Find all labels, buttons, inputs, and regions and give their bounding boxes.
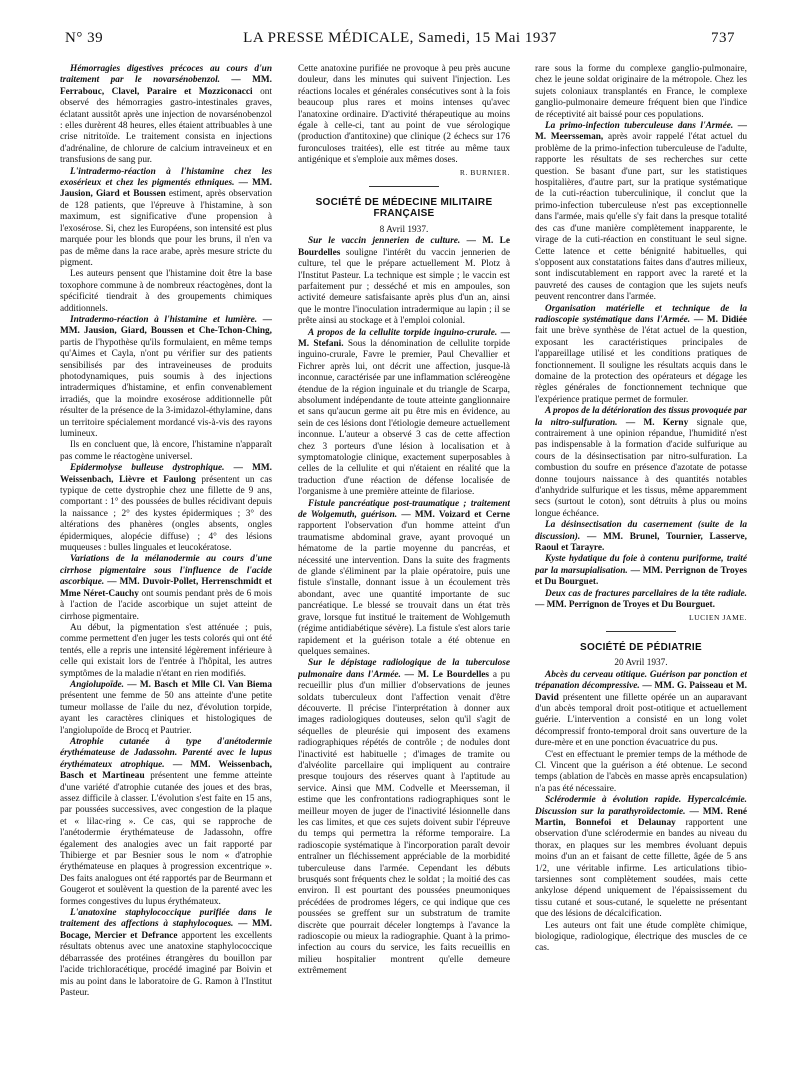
page-header: [65, 30, 735, 52]
article-body: présentent une femme atteinte d'une variété d'atrophie cutanée des joues et des bras, assez difficile à classer. L'évolution s'est faite en 15 ans, par poussées successives, avec congestion de la plaque et « lilac-ring ». Ce cas, qui se rapproche de l'anétodermie érythémateuse de Jadassohn, offre également des analogies avec un fait rapporté par Thibierge et par Besnier sous le nom « d'atrophie érythémateuse en plaques à progression excentrique ». Des faits analogues ont été rapportés par de Beurmann et Gougerot et soulèvent la question de la parenté avec les formes congestives du lupus érythémateux.: [60, 771, 272, 907]
article-body: apportent les excellents résultats obtenus avec une anatoxine staphylococcique débarrassée des protéines étrangères du bouillon par l'acide trichloracétique, procédé imaginé par Boivin et mis au point dans le laboratoire de G. Ramon à l'Institut Pasteur.: [60, 930, 272, 998]
article-paragraph: [535, 64, 747, 121]
section-divider: [369, 186, 439, 187]
article-authors: — MM. Bocage, Mercier et Defrance: [60, 919, 272, 941]
article-paragraph: [60, 269, 272, 315]
article-list: [298, 236, 510, 977]
article-title: Epidermolyse bulleuse dystrophique.: [70, 463, 225, 474]
article-paragraph: [535, 589, 747, 612]
article-authors: — MM. Ferrabouc, Clavel, Paraire et Mozziconacci: [60, 75, 272, 97]
article-title: Organisation matérielle et technique de la radioscopie systématique dans l'Armée.: [535, 303, 747, 325]
article-authors: — MM. Weissenbach, Basch et Martineau: [60, 759, 272, 782]
article-body: après avoir rappelé l'état actuel du problème de la primo-infection tuberculeuse de l'adulte, rapporte les résultats de ses recherches sur cette question. Se basant d'une part, sur les statistiques hospitalières, d'autre part, sur la pratique systématique de la cuti-réaction tuberculinique, il conclut que la primo-infection tuberculeuse n'est pas exceptionnelle dans l'armée, mais qu'elle s'y fait dans la presque totalité des cas d'une manière complètement inapparente, le virage de la cuti-réaction en constituant le seul signe. Cette latence et cette bénignité habituelles, qui s'opposent aux constatations faites dans d'autres milieux, sont indiscutablement en rapport avec la rareté et la pauvreté des causes de contagion que les sujets neufs peuvent rencontrer dans l'armée.: [535, 132, 747, 303]
article-title: Sclérodermie à évolution rapide. Hypercalcémie. Discussion sur la parathyroïdectomie.: [535, 795, 747, 817]
column-left: [60, 64, 272, 1072]
article-authors: — MM. Jausion, Giard, Boussen et Che-Tchon-Ching,: [60, 314, 272, 337]
journal-title: LA PRESSE MÉDICALE, Samedi, 15 Mai 1937: [243, 30, 557, 46]
article-authors: — MM. Voizard et Cerne: [401, 510, 510, 521]
article-paragraph: [60, 737, 272, 908]
article-body: Les auteurs ont fait une étude complète chimique, biologique, radiologique, électrique des muscles de ce cas.: [535, 920, 747, 954]
article-paragraph: [60, 167, 272, 270]
article-paragraph: [60, 680, 272, 737]
section-title: SOCIÉTÉ DE PÉDIATRIE: [580, 641, 702, 653]
article-authors: — M. Kerny: [625, 417, 689, 428]
author-signature: LUCIEN JAME.: [688, 612, 747, 622]
article-paragraph: [535, 554, 747, 588]
article-title: Angiolupoïde.: [70, 679, 124, 690]
article-body: ont observé des hémorragies gastro-intestinales graves, éclatant aussitôt après une injection de novarsénobenzol : elles durèrent 48 heures, elles étaient attribuables à une crise nitritoïde. Le traitement consista en injections d'adrénaline, de chlorure de calcium intraveineux et en transfusions de sang pur.: [60, 86, 272, 166]
article-body: ont soumis pendant près de 6 mois à l'action de l'acide ascorbique un sujet atteint de cirrhose pigmentaire.: [60, 588, 272, 622]
article-authors: — MM. Weissenbach, Lièvre et Faulong: [60, 463, 272, 485]
article-paragraph: [60, 554, 272, 622]
intro-paragraph: Cette anatoxine purifiée ne provoque à peu près aucune douleur, dans les minutes qui suivent l'injection. Les réactions locales et générales consécutives sont à la fois beaucoup plus rares et moins intenses qu'avec l'anatoxine ordinaire. D'activité thérapeutique au moins égale à celle-ci, tant au point de vue sérologique (production d'antitoxine) que clinique (2 échecs sur 176 furonculoses traitées), elle est titrée au même taux antigénique et s'emploie aux mêmes doses.: [298, 64, 510, 166]
session-date: 20 Avril 1937.: [614, 658, 668, 669]
article-paragraph: [535, 750, 747, 796]
article-paragraph: [535, 406, 747, 520]
article-authors: — M. Basch et Mlle Cl. Van Biema: [127, 679, 272, 690]
article-body: fait une brève synthèse de l'état actuel de la question, exposant les caractéristiques principales de l'appareillage utilisé et les conditions pratiques de fonctionnement. Il souligne les résultats acquis dans le domaine de la protection des opérateurs et dégage les règles générales de fonctionnement technique que l'expérience pratique permet de formuler.: [535, 326, 747, 405]
article-authors: — M. Meersseman,: [535, 121, 747, 143]
article-authors: — M. Stefani.: [298, 327, 510, 349]
article-paragraph: [535, 795, 747, 920]
article-title: Intradermo-réaction à l'histamine et lumière.: [70, 314, 258, 325]
article-body: a pu recueillir plus d'un millier d'observations de jeunes soldats tuberculeux dont l'affection venait d'être découverte. Il précise l'interprétation à donner aux images radiologiques douteuses, selon qu'il s'agit de séquelles de pleurésie qui imposent des examens radiographiques répétés de contrôle ; de nodules dont l'inactivité est habituelle ; d'images de tramite ou d'alvéolite parcellaire qui impliquent au contraire presque toujours des réserves quant à l'aptitude au service. Ainsi que MM. Codvelle et Meersseman, il estime que les confrontations radiographiques sont le meilleur moyen de juger de l'inactivité lésionnelle dans les cas limites, et que ces sujets doivent subir l'épreuve du temps qui permettra la réforme temporaire. La radioscopie systématique à l'incorporation paraît devoir entraîner un fléchissement appréciable de la morbidité tuberculeuse dans l'armée. Cependant les débuts brusqués sont fréquents chez le soldat ; la moitié des cas environ. Il est pourtant des poussées pneumoniques précédées de prodromes légers, ce qui indique que ces poussées se greffent sur un substratum de tramite discrète que pourrait déceler longtemps à l'avance la radioscopie ou mieux la radiographie. Quant à la primo-infection au cours du service, les faits recueillis en milieu hospitalier montrent qu'elle demeure extrêmement: [298, 669, 510, 977]
article-list: [535, 670, 747, 955]
article-paragraph: [535, 304, 747, 407]
article-title: Sur le dépistage radiologique de la tuberculose pulmonaire dans l'Armée.: [298, 658, 510, 680]
article-authors: — MM. G. Paisseau et M. David: [535, 681, 747, 703]
article-title: L'anatoxine staphylococcique purifiée dans le traitement des affections à staphylocoques.: [60, 908, 272, 930]
section-title: SOCIÉTÉ DE MÉDECINE MILITAIRE FRANÇAISE: [315, 197, 493, 220]
article-body: présentent une fillette opérée un an auparavant d'un abcès temporal droit post-otitique et actuellement guérie. L'intervention a consisté en un long volet décompressif fronto-temporal droit sans ouverture de la dure-mère et en une ponction évacuatrice du pus.: [535, 692, 747, 749]
article-authors: — MM. René Martin, Bonnefoi et Delaunay: [535, 806, 747, 828]
article-paragraph: [298, 499, 510, 659]
article-body: C'est en effectuant le premier temps de la méthode de Cl. Vincent que la guérison a été obtenue. Le second temps (ablation de l'abcès en masse après encapsulation) n'a pas été nécessaire.: [535, 749, 747, 794]
article-title: Atrophie cutanée à type d'anétodermie érythémateuse de Jadassohn. Parenté avec le lupus érythémateux atrophique.: [60, 736, 272, 770]
article-paragraph: [298, 328, 510, 499]
article-paragraph: [60, 463, 272, 554]
article-title: A propos de la cellulite torpide inguino-crurale.: [308, 327, 498, 338]
article-body: signale que, contrairement à une opinion répandue, l'humidité n'est pas indispensable à la formation d'acide sulfurique au cours de la désinsectisation par nitro-sulfuration. La combustion du soufre en présence d'azotate de potasse donne toujours naissance à des quantités notables d'anhydride sulfurique et les tissus, même apparemment secs (surtout le coton), sont détruits à plus ou moins longue échéance.: [535, 417, 747, 519]
article-body: Sous la dénomination de cellulite torpide inguino-crurale, Favre le premier, Paul Chevallier et Fichrer après lui, ont décrit une affection, jusque-là inconnue, caractérisée par une inflammation scléreogène étendue de la région inguinale et du triangle de Scarpa, absolument indépendante de toute atteinte ganglionnaire et sans qu'aucun germe ait pu être mis en évidence, au sein de ces lésions dont l'étiologie demeure actuellement inconnue. L'auteur a observé 3 cas de cette affection chez 3 porteurs d'une lésion à localisation et à symptomatologie clinique, exactement superposables à celles de la cellulite et qui n'étaient en réalité que la traduction d'une réaction de défense localisée de l'organisme à une première atteinte de filariose.: [298, 338, 510, 498]
article-body: présentent un cas typique de cette dystrophie chez une fillette de 9 ans, comportant : 1° des poussées de bulles récidivant depuis la naissance ; 2° des kystes épidermiques ; 3° des altérations des phanères (ongles absents, ongles épidermiques, alopécie diffuse) ; 4° des lésions muqueuses : bulles linguales et leucokératose.: [60, 474, 272, 554]
article-title: Fistule pancréatique post-traumatique ; traitement de Wolgemuth, guérison.: [298, 498, 510, 521]
article-authors: — MM. Perrignon de Troyes et Du Bourguet.: [535, 600, 715, 611]
article-body: Au début, la pigmentation s'est atténuée ; puis, comme permettent d'en juger les tests colorés qui ont été tentés, elle a repris une intensité légèrement inférieure à celle qui existait lors de l'entrée à l'hôpital, les autres symptômes de la maladie n'étant en rien modifiés.: [60, 622, 272, 679]
article-title: Deux cas de fractures parcellaires de la tête radiale.: [545, 588, 747, 599]
author-signature: R. BURNIER.: [459, 167, 510, 177]
article-title: L'intradermo-réaction à l'histamine chez les exosérieux et chez les pigmentés ethniques.: [60, 166, 272, 189]
page-number: 737: [711, 30, 735, 46]
column-right: [535, 64, 747, 1072]
article-title: Variations de la mélanodermie au cours d'une cirrhose pigmentaire sous l'influence de l'acide ascorbique.: [60, 554, 272, 588]
article-body: rapportent l'observation d'un homme atteint d'un traumatisme abdominal grave, ayant provoqué un hématome de la partie moyenne du pancréas, et nécessité une intervention. Dans la suite des fragments de glande s'éliminent par la plaie opératoire, puis une fistule s'installe, donnant issue à un écoulement très abondant, avec une quantité importante de suc pancréatique. Le blessé se trouvait dans un état très grave, lorsque fut institué le traitement de Wohlgemuth (régime antidiabétique sévère). La fistule s'est alors tarie rapidement et la guérison totale a été obtenue en quelques semaines.: [298, 521, 510, 657]
article-title: A propos de la détérioration des tissus provoquée par la nitro-sulfuration.: [535, 406, 747, 428]
article-title: Hémorragies digestives précoces au cours d'un traitement par le novarsénobenzol.: [60, 64, 272, 86]
article-paragraph: [535, 670, 747, 750]
article-title: La primo-infection tuberculeuse dans l'Armée.: [545, 121, 734, 132]
article-title: La désinsectisation du casernement (suite de la discussion).: [535, 520, 747, 542]
article-authors: — MM. Brunel, Tournier, Lasserve, Raoul et Tarayre.: [535, 531, 747, 554]
article-body: présentent une femme de 50 ans atteinte d'une petite tumeur mollasse de l'aile du nez, d'évolution torpide, ayant les caractères cliniques et histologiques de l'angiolupoïde de Brocq et Pautrier.: [60, 691, 272, 736]
article-paragraph: [535, 520, 747, 554]
article-paragraph: [298, 658, 510, 977]
article-paragraph: [535, 921, 747, 955]
issue-number: N° 39: [65, 30, 104, 46]
article-title: Abcès du cerveau otitique. Guérison par ponction et trépanation décompressive.: [535, 669, 747, 692]
article-authors: — MM. Duvoir-Pollet, Herrenschmidt et Mme Néret-Cauchy: [60, 577, 272, 599]
article-authors: — MM. Perrignon de Troyes et Du Bourguet.: [535, 565, 747, 588]
article-paragraph: [60, 908, 272, 999]
article-title: Sur le vaccin jennerien de culture.: [308, 236, 461, 247]
article-body: souligne l'intérêt du vaccin jennerien de culture, tel que le prépare actuellement M. Plotz à l'Institut Pasteur. La technique est simple ; le vaccin est parfaitement pur ; desséché et mis en ampoules, son activité demeure satisfaisante après plus d'un an, ainsi que le montre l'inoculation intradermique au lapin ; il se prête ainsi au stockage et à l'emploi colonial.: [298, 247, 510, 327]
column-middle: [298, 64, 510, 1072]
article-paragraph: [298, 236, 510, 327]
article-title: Kyste hydatique du foie à contenu puriforme, traité par la marsupialisation.: [535, 554, 747, 576]
article-authors: — M. Le Bourdelles: [404, 669, 490, 680]
article-body: rapportent une observation d'une sclérodermie en bandes au niveau du thorax, en plaques sur les membres évoluant depuis moins d'un an et faisant de cette fillette, âgée de 5 ans 1/2, une véritable infirme. Les articulations tibio-tarsiennes sont complètement soudées, mais cette ankylose dépend uniquement de l'épaississement du tissu cutané et sous-cutané, le squelette ne présentant que des lésions de décalcification.: [535, 818, 747, 920]
article-body: estiment, après observation de 128 patients, que l'épreuve à l'histamine, à son maximum, est significative d'une propension à l'exosérose. Si, chez les Européens, son intensité est plus marquée pour les blonds que pour les bruns, il n'en va pas de même dans la race arabe, après mesure stricte du pigment.: [60, 189, 272, 268]
article-authors: — M. Le Bourdelles: [298, 236, 510, 258]
article-authors: — M. Didiée: [693, 314, 747, 325]
article-authors: — MM. Jausion, Giard et Boussen: [60, 178, 272, 200]
article-body: Ils en concluent que, là encore, l'histamine n'apparaît pas comme le réactogène universel.: [60, 440, 272, 462]
article-body: Les auteurs pensent que l'histamine doit être la base toxophore commune à de nombreux réactogènes, dont la spécificité tiendrait à des groupements chimiques additionnels.: [60, 269, 272, 314]
article-paragraph: [60, 440, 272, 463]
section-divider: [606, 631, 676, 632]
article-paragraph: [60, 315, 272, 440]
article-body: rare sous la forme du complexe ganglio-pulmonaire, chez le jeune soldat originaire de la métropole. Chez les sujets coloniaux transplantés en France, le complexe ganglio-pulmonaire demeure fréquent bien que l'indice de réceptivité ait baissé pour ces populations.: [535, 64, 747, 120]
article-list: [535, 64, 747, 612]
article-paragraph: [535, 121, 747, 304]
session-date: 8 Avril 1937.: [379, 224, 429, 235]
article-paragraph: [60, 623, 272, 680]
article-body: partis de l'hypothèse qu'ils formulaient, en même temps qu'Aimes et Cayla, n'ont pu vérifier sur des patients sensibilisés par des intraveineuses de produits photodynamiques, puis soumis à des injections intradermiques d'histamine, et enfin convenablement irradiés, que la moindre exosérose additionnelle pût résulter de la présence de la 3-imidazol-éthylamine, dans un territoire spécialement mordancé vis-à-vis des rayons lumineux.: [60, 337, 272, 439]
article-paragraph: [60, 64, 272, 167]
